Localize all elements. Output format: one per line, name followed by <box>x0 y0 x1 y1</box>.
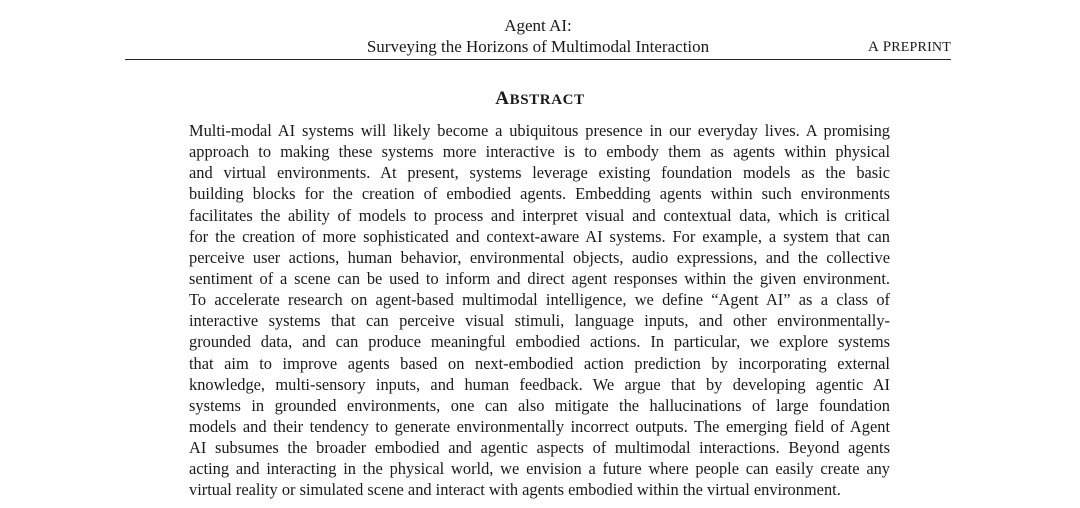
abstract-body <box>189 120 890 501</box>
abstract-heading <box>0 88 1080 111</box>
preprint-tag-first-letter: A <box>867 39 879 55</box>
abstract-heading-cap: A <box>495 88 510 109</box>
abstract-line: systems in grounded environments, one can also mitigate the hallucinations of large foundation <box>189 395 890 415</box>
preprint-tag <box>868 39 951 56</box>
abstract-line: Multi-modal AI systems will likely become a ubiquitous presence in our everyday lives. A promising <box>189 121 890 140</box>
header-rule <box>125 59 951 60</box>
header-title-line-1: Agent AI: <box>504 16 572 35</box>
abstract-heading-rest: BSTRACT <box>509 92 585 108</box>
abstract-line: AI subsumes the broader embodied and agentic aspects of multimodal interactions. Beyond agents <box>189 438 890 458</box>
preprint-tag-rest: REPRINT <box>891 40 951 55</box>
abstract-line: To accelerate research on agent-based multimodal intelligence, we define “Agent AI” as a class of <box>189 290 890 310</box>
header-title-line-2: Surveying the Horizons of Multimodal Interaction <box>366 37 710 56</box>
abstract-line: grounded data, and can produce meaningful embodied actions. In particular, we explore systems <box>189 332 890 352</box>
abstract-line: that aim to improve agents based on next-embodied action prediction by incorporating external <box>189 353 890 373</box>
abstract-line: for the creation of more sophisticated and context-aware AI systems. For example, a system that can <box>189 226 890 246</box>
abstract-line: knowledge, multi-sensory inputs, and human feedback. We argue that by developing agentic AI <box>189 374 890 394</box>
abstract-line: and virtual environments. At present, systems leverage existing foundation models as the basic <box>189 163 890 183</box>
abstract-line: acting and interacting in the physical world, we envision a future where people can easily create any <box>189 459 890 479</box>
abstract-line: building blocks for the creation of embodied agents. Embedding agents within such environments <box>189 184 890 204</box>
abstract-line: approach to making these systems more interactive is to embody them as agents within physical <box>189 142 890 162</box>
abstract-line: sentiment of a scene can be used to inform and direct agent responses within the given environment. <box>189 268 890 288</box>
abstract-line: facilitates the ability of models to process and interpret visual and contextual data, which is critical <box>189 205 890 225</box>
running-header <box>125 15 951 59</box>
abstract-line: perceive user actions, human behavior, environmental objects, audio expressions, and the collective <box>189 247 890 267</box>
preprint-tag-cap-p: P <box>882 39 892 55</box>
abstract-line: interactive systems that can perceive visual stimuli, language inputs, and other environmentally- <box>189 311 890 331</box>
abstract-line: virtual reality or simulated scene and interact with agents embodied within the virtual environment. <box>189 480 841 500</box>
abstract-line: models and their tendency to generate environmentally incorrect outputs. The emerging field of Agent <box>189 416 890 436</box>
